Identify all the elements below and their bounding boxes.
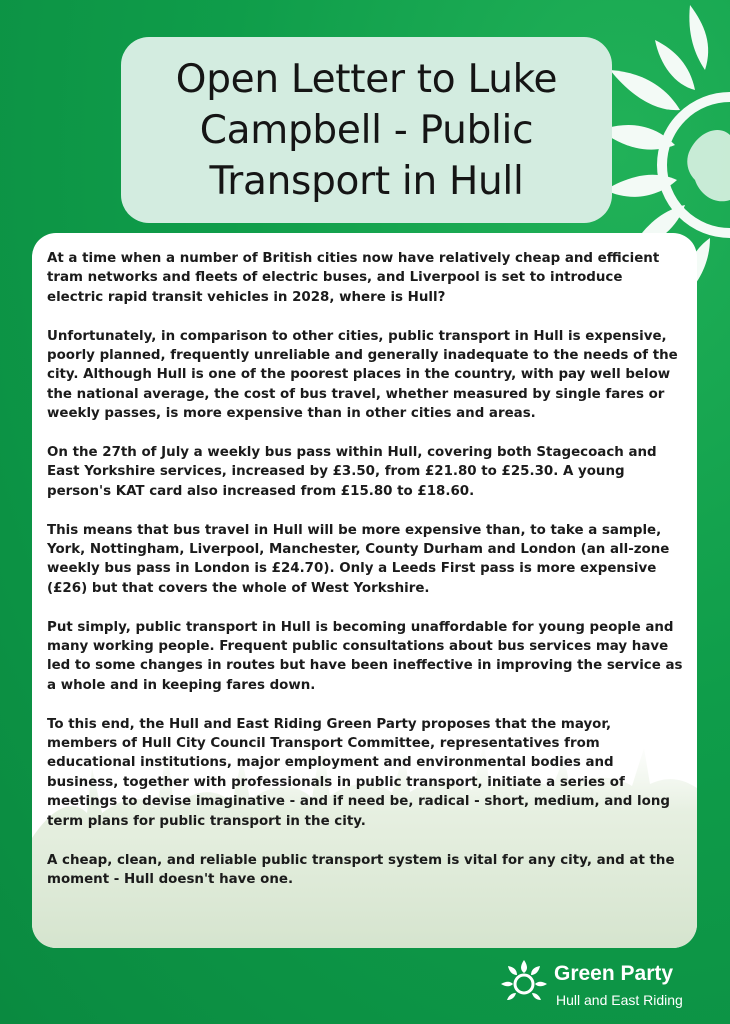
title-line-3: Transport in Hull <box>209 158 524 204</box>
letter-text <box>32 233 697 889</box>
title-line-2: Campbell - Public <box>199 107 534 153</box>
party-name: Green Party <box>554 962 674 985</box>
paragraph-2: Unfortunately, in comparison to other cities, public transport in Hull is expensive, poorly planned, frequently unreliable and generally inadequate to the needs of the city. Although Hull is one of the poorest places in the country, with pay well below the national average, the cost of bus travel, whether measured by single fares or weekly passes, is more expensive than in other cities and areas. <box>47 328 678 422</box>
party-region: Hull and East Riding <box>556 992 683 1008</box>
green-party-footer-logo <box>500 956 710 1018</box>
paragraph-1: At a time when a number of British cities now have relatively cheap and efficient tram networks and fleets of electric buses, and Liverpool is set to introduce electric rapid transit vehicles in 2028, where is Hull? <box>47 251 660 305</box>
title-banner <box>121 37 612 223</box>
page-title <box>176 54 557 207</box>
paragraph-5: Put simply, public transport in Hull is becoming unaffordable for young people and many working people. Frequent public consultations about bus services may have led to some changes in routes but have been ineffective in improving the service as a whole and in keeping fares down. <box>47 619 683 693</box>
paragraph-3: On the 27th of July a weekly bus pass within Hull, covering both Stagecoach and East Yorkshire services, increased by £3.50, from £21.80 to £25.30. A young person's KAT card also increased from £15.80 to £18.60. <box>47 445 657 499</box>
paragraph-4: This means that bus travel in Hull will be more expensive than, to take a sample, York, Nottingham, Liverpool, Manchester, County Durham and London (an all-zone weekly bus pass in London is £24.70). Only a Leeds First pass is more expensive (£26) but that covers the whole of West Yorkshire. <box>47 522 670 596</box>
green-party-footer-logo-icon <box>500 958 548 1006</box>
title-line-1: Open Letter to Luke <box>175 56 558 102</box>
paragraph-7: A cheap, clean, and reliable public transport system is vital for any city, and at the moment - Hull doesn't have one. <box>47 852 675 887</box>
letter-body-card <box>32 233 697 948</box>
paragraph-6: To this end, the Hull and East Riding Green Party proposes that the mayor, members of Hull City Council Transport Committee, representatives from educational institutions, major employment and environmental bodies and business, together with professionals in public transport, initiate a series of meetings to devise imaginative - and if need be, radical - short, medium, and long term plans for public transport in the city. <box>47 716 670 829</box>
